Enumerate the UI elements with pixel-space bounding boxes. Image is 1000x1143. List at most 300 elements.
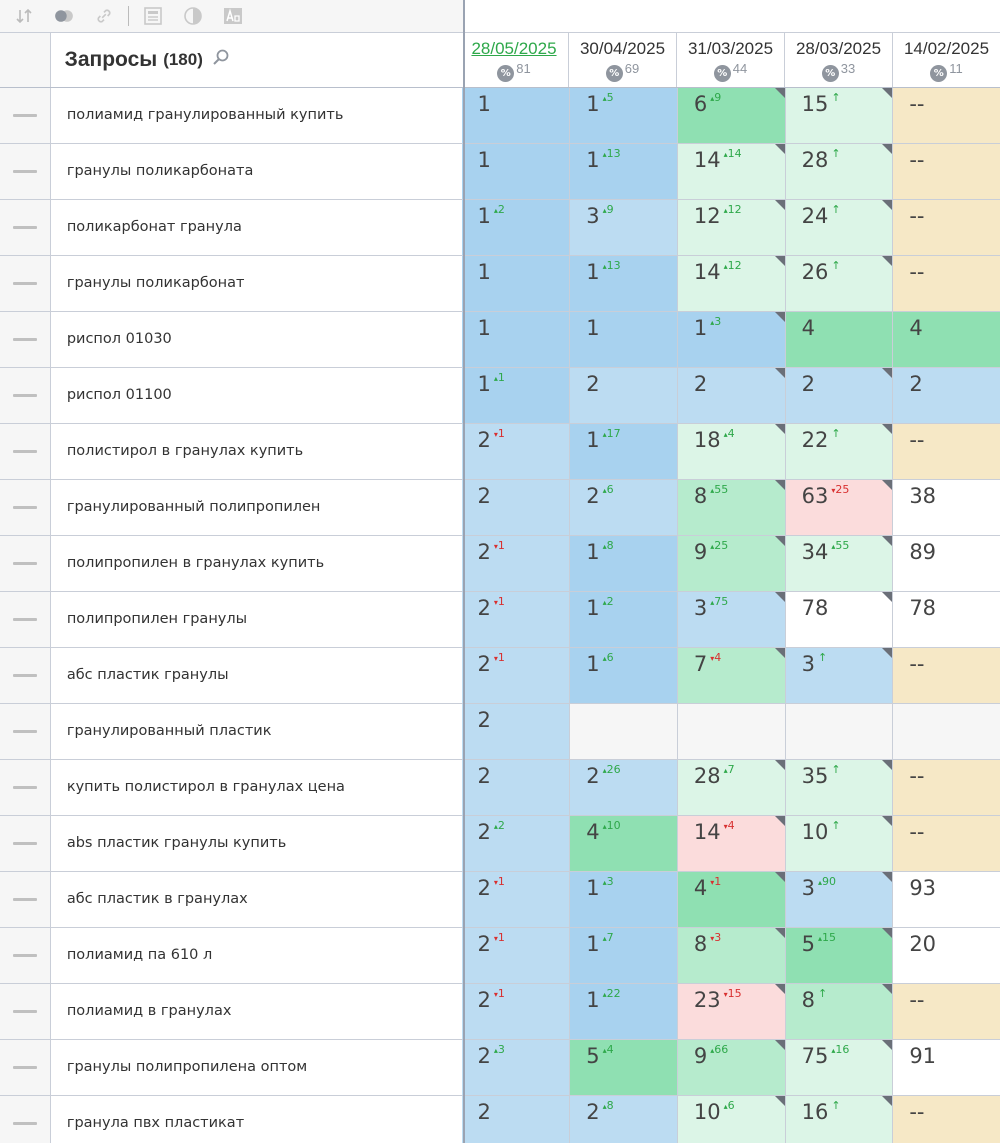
position-change-up (818, 931, 836, 944)
query-text: риспол 01100 (66, 387, 172, 403)
position-cell[interactable] (677, 648, 785, 703)
position-cell[interactable] (462, 648, 570, 703)
query-text: абс пластик гранулы (66, 667, 229, 683)
change-value: 3 (497, 1043, 505, 1056)
drag-handle[interactable] (0, 648, 51, 703)
position-value: 35 (801, 764, 829, 788)
corner-marker-icon (775, 312, 785, 322)
position-cell[interactable] (569, 816, 677, 871)
query-cell[interactable] (51, 984, 462, 1039)
position-cell[interactable] (677, 368, 785, 423)
position-change-up (818, 651, 827, 664)
query-cell[interactable] (51, 872, 462, 927)
query-cell[interactable] (51, 1040, 462, 1095)
position-cell[interactable] (677, 704, 785, 759)
position-cell[interactable] (677, 480, 785, 535)
position-cell[interactable] (785, 1040, 893, 1095)
arrow-down-icon: ▾ (493, 542, 498, 551)
position-cell[interactable] (677, 88, 785, 143)
change-value: 5 (606, 91, 614, 104)
drag-handle[interactable] (0, 984, 51, 1039)
position-cell[interactable] (462, 256, 570, 311)
position-change-up (831, 427, 840, 440)
position-value: 9 (693, 540, 708, 564)
position-cell[interactable] (892, 1096, 1000, 1143)
drag-handle[interactable] (0, 480, 51, 535)
position-value: 2 (477, 932, 491, 956)
drag-handle[interactable] (0, 816, 51, 871)
drag-handle[interactable] (0, 536, 51, 591)
position-cell[interactable] (785, 984, 893, 1039)
header-handle-cell (0, 33, 51, 87)
query-cell[interactable] (51, 88, 462, 143)
drag-handle[interactable] (0, 1096, 51, 1143)
position-cell[interactable] (892, 872, 1000, 927)
query-cell[interactable] (51, 1096, 462, 1143)
position-cell[interactable] (462, 144, 570, 199)
position-value: 1 (586, 876, 600, 900)
position-cell[interactable] (892, 760, 1000, 815)
position-change-up (603, 931, 614, 944)
table-row (0, 88, 1000, 144)
position-cell[interactable] (569, 88, 677, 143)
change-value: 6 (606, 651, 614, 664)
position-cell[interactable] (462, 928, 570, 983)
corner-marker-icon (882, 424, 892, 434)
drag-handle-icon (13, 618, 37, 621)
position-cell[interactable] (677, 424, 785, 479)
position-cell[interactable] (785, 144, 893, 199)
drag-handle[interactable] (0, 256, 51, 311)
position-cell[interactable] (569, 480, 677, 535)
change-value: 1 (497, 931, 505, 944)
change-value: ↑ (831, 259, 841, 272)
change-value: 3 (606, 875, 614, 888)
position-cell[interactable] (785, 536, 893, 591)
position-cell[interactable] (462, 480, 570, 535)
arrow-up-icon: ▴ (817, 878, 822, 887)
arrow-up-icon: ▴ (493, 374, 498, 383)
arrow-up-icon: ▴ (602, 990, 607, 999)
position-change-up (710, 595, 728, 608)
arrow-up-icon: ▴ (602, 654, 607, 663)
position-value: 38 (909, 484, 937, 508)
query-cell[interactable] (51, 928, 462, 983)
position-cell[interactable] (569, 368, 677, 423)
position-change-up (831, 539, 849, 552)
arrow-up-icon: ▴ (602, 94, 607, 103)
corner-marker-icon (775, 1040, 785, 1050)
position-cell[interactable] (785, 88, 893, 143)
position-cell[interactable] (892, 928, 1000, 983)
drag-handle-icon (13, 1122, 37, 1125)
position-cell[interactable] (569, 144, 677, 199)
date-label[interactable]: 14/02/2025 (903, 38, 990, 58)
arrow-down-icon: ▾ (493, 934, 498, 943)
position-cell[interactable] (785, 928, 893, 983)
date-column-header[interactable] (784, 33, 892, 87)
position-change-up (494, 819, 505, 832)
query-cell[interactable] (51, 760, 462, 815)
position-change-up (710, 315, 721, 328)
change-value: 15 (822, 931, 836, 944)
position-value: 6 (693, 92, 708, 116)
query-cell[interactable] (51, 704, 462, 759)
position-value: 3 (801, 876, 815, 900)
position-change-up (724, 1099, 735, 1112)
position-cell[interactable] (892, 984, 1000, 1039)
change-value: 7 (727, 763, 735, 776)
table-row (0, 704, 1000, 760)
position-change-up (603, 483, 614, 496)
query-text: полиамид гранулированный купить (66, 107, 344, 123)
drag-handle[interactable] (0, 88, 51, 143)
position-cell[interactable] (785, 592, 893, 647)
position-cell[interactable] (569, 312, 677, 367)
position-value: 2 (477, 1100, 491, 1124)
query-text: гранулы поликарбонат (66, 275, 245, 291)
position-cell[interactable] (785, 200, 893, 255)
arrow-down-icon: ▾ (493, 878, 498, 887)
position-cell[interactable] (462, 760, 570, 815)
position-cell[interactable] (892, 592, 1000, 647)
position-change-down (494, 595, 505, 608)
table-row (0, 536, 1000, 592)
change-value: ↑ (817, 987, 828, 1000)
change-value: 4 (727, 427, 735, 440)
position-cell[interactable] (892, 312, 1000, 367)
drag-handle[interactable] (0, 704, 51, 759)
change-value: 4 (606, 1043, 614, 1056)
corner-marker-icon (775, 592, 785, 602)
corner-marker-icon (775, 1096, 785, 1106)
position-value: 2 (693, 372, 708, 396)
corner-marker-icon (775, 928, 785, 938)
position-change-up (494, 371, 505, 384)
query-text: купить полистирол в гранулах цена (66, 779, 345, 795)
position-cell[interactable] (677, 928, 785, 983)
query-cell[interactable] (51, 144, 462, 199)
position-cell[interactable] (462, 1040, 570, 1095)
position-cell[interactable] (677, 536, 785, 591)
position-cell[interactable] (569, 256, 677, 311)
position-cell[interactable] (785, 1096, 893, 1143)
position-change-up (603, 147, 621, 160)
position-value: 23 (693, 988, 721, 1012)
position-value: 12 (693, 204, 721, 228)
position-cell[interactable] (677, 872, 785, 927)
position-cell[interactable] (785, 872, 893, 927)
position-cell[interactable] (785, 816, 893, 871)
position-cell[interactable] (892, 200, 1000, 255)
position-cell[interactable] (462, 872, 570, 927)
drag-handle[interactable] (0, 1040, 51, 1095)
position-cell[interactable] (569, 424, 677, 479)
query-cell[interactable] (51, 256, 462, 311)
position-value: 1 (586, 316, 600, 340)
position-cell[interactable] (462, 1096, 570, 1143)
change-value: 25 (714, 539, 729, 552)
arrow-up-icon: ▴ (710, 1046, 715, 1055)
percent-value: 81 (516, 60, 531, 76)
arrow-up-icon: ▴ (602, 486, 607, 495)
drag-handle-icon (13, 170, 37, 173)
position-cell[interactable] (785, 368, 893, 423)
position-value: -- (909, 764, 925, 788)
position-change-up (603, 875, 614, 888)
queries-header (51, 33, 460, 87)
corner-marker-icon (775, 760, 785, 770)
drag-handle[interactable] (0, 424, 51, 479)
change-value: 1 (714, 875, 722, 888)
query-cell[interactable] (51, 648, 462, 703)
position-value: 1 (693, 316, 708, 340)
position-cell[interactable] (677, 312, 785, 367)
position-value: 1 (477, 372, 491, 396)
drag-handle[interactable] (0, 200, 51, 255)
position-cell[interactable] (892, 256, 1000, 311)
drag-handle-icon (13, 282, 37, 285)
table-row (0, 648, 1000, 704)
change-value: 6 (727, 1099, 735, 1112)
query-cell[interactable] (51, 368, 462, 423)
query-text: гранула пвх пластикат (66, 1115, 245, 1131)
position-cell[interactable] (569, 704, 677, 759)
position-cell[interactable] (677, 816, 785, 871)
date-label[interactable]: 30/04/2025 (579, 38, 666, 58)
position-cell[interactable] (892, 368, 1000, 423)
query-cell[interactable] (51, 816, 462, 871)
position-value: 1 (477, 92, 491, 116)
position-change-up (603, 203, 614, 216)
position-cell[interactable] (569, 760, 677, 815)
position-cell[interactable] (462, 312, 570, 367)
table-view-icon[interactable] (143, 6, 163, 26)
position-cell[interactable] (892, 144, 1000, 199)
change-value: ↑ (831, 147, 841, 160)
change-value: 4 (727, 819, 735, 832)
position-value: 14 (693, 148, 721, 172)
arrow-up-icon: ▴ (723, 206, 728, 215)
change-value: 17 (606, 427, 621, 440)
drag-handle-icon (13, 338, 37, 341)
change-value: 2 (497, 819, 505, 832)
table-row (0, 872, 1000, 928)
position-value: 78 (801, 596, 829, 620)
position-value: 1 (477, 148, 491, 172)
position-value: -- (909, 92, 925, 116)
position-cell[interactable] (892, 816, 1000, 871)
query-cell[interactable] (51, 536, 462, 591)
arrow-up-icon: ▴ (602, 1046, 607, 1055)
position-value: 2 (586, 484, 600, 508)
position-cell[interactable] (462, 704, 570, 759)
position-cell[interactable] (785, 480, 893, 535)
position-cell[interactable] (677, 144, 785, 199)
position-cell[interactable] (785, 704, 893, 759)
query-cell[interactable] (51, 424, 462, 479)
drag-handle[interactable] (0, 368, 51, 423)
position-cell[interactable] (785, 648, 893, 703)
position-cell[interactable] (892, 648, 1000, 703)
position-cell[interactable] (677, 200, 785, 255)
position-change-up (603, 763, 621, 776)
arrow-up-icon: ▴ (723, 430, 728, 439)
position-cell[interactable] (677, 1096, 785, 1143)
contrast-icon[interactable] (183, 6, 203, 26)
position-cell[interactable] (569, 928, 677, 983)
corner-marker-icon (882, 480, 892, 490)
arrow-down-icon: ▾ (831, 486, 836, 495)
toolbar-right-area (464, 0, 1000, 32)
date-label[interactable]: 31/03/2025 (687, 38, 774, 58)
query-cell[interactable] (51, 200, 462, 255)
position-value: 14 (693, 820, 721, 844)
change-value: ↑ (831, 1099, 841, 1112)
position-cell[interactable] (892, 480, 1000, 535)
position-cell[interactable] (569, 200, 677, 255)
corner-marker-icon (882, 928, 892, 938)
position-cell[interactable] (892, 536, 1000, 591)
position-change-up (724, 147, 742, 160)
position-cell[interactable] (462, 984, 570, 1039)
position-change-up (818, 875, 836, 888)
position-cell[interactable] (569, 1096, 677, 1143)
corner-marker-icon (775, 648, 785, 658)
position-cell[interactable] (892, 424, 1000, 479)
position-cell[interactable] (892, 704, 1000, 759)
table-row (0, 816, 1000, 872)
change-value: 1 (497, 371, 505, 384)
position-cell[interactable] (569, 536, 677, 591)
arrow-up-icon: ▴ (493, 822, 498, 831)
drag-handle[interactable] (0, 872, 51, 927)
queries-table-body (0, 88, 1000, 1143)
position-cell[interactable] (785, 312, 893, 367)
position-cell[interactable] (462, 200, 570, 255)
date-column-header[interactable] (892, 33, 1000, 87)
query-cell[interactable] (51, 480, 462, 535)
table-row (0, 1096, 1000, 1143)
date-column-header[interactable] (568, 33, 676, 87)
position-cell[interactable] (569, 1040, 677, 1095)
position-cell[interactable] (462, 88, 570, 143)
position-value: 28 (693, 764, 721, 788)
position-change-down (494, 651, 505, 664)
position-change-up (724, 203, 742, 216)
change-value: 25 (835, 483, 850, 496)
change-value: 13 (606, 147, 621, 160)
search-icon[interactable] (211, 48, 231, 68)
position-value: 10 (801, 820, 829, 844)
date-column-header[interactable] (460, 33, 568, 87)
position-cell[interactable] (785, 424, 893, 479)
percent-icon: % (930, 65, 947, 82)
position-cell[interactable] (462, 424, 570, 479)
link-icon[interactable] (94, 6, 114, 26)
position-value: 1 (477, 316, 491, 340)
position-cell[interactable] (462, 536, 570, 591)
position-value: 1 (586, 988, 600, 1012)
percent-value: 69 (624, 60, 640, 76)
position-value: 2 (477, 876, 491, 900)
table-row (0, 480, 1000, 536)
arrow-up-icon: ▴ (602, 262, 607, 271)
position-cell[interactable] (677, 984, 785, 1039)
date-column-header[interactable] (676, 33, 784, 87)
corner-marker-icon (882, 648, 892, 658)
text-format-icon[interactable] (223, 6, 243, 26)
position-value: 1 (586, 652, 600, 676)
position-value: -- (909, 1100, 925, 1124)
date-label[interactable]: 28/03/2025 (795, 38, 882, 58)
position-cell[interactable] (677, 760, 785, 815)
position-cell[interactable] (462, 592, 570, 647)
position-cell[interactable] (569, 984, 677, 1039)
position-cell[interactable] (462, 816, 570, 871)
position-change-up (603, 987, 621, 1000)
position-cell[interactable] (677, 592, 785, 647)
position-value: 2 (477, 1044, 491, 1068)
drag-handle[interactable] (0, 592, 51, 647)
query-cell[interactable] (51, 592, 462, 647)
drag-handle[interactable] (0, 928, 51, 983)
drag-handle-icon (13, 730, 37, 733)
position-cell[interactable] (462, 368, 570, 423)
date-label[interactable]: 28/05/2025 (471, 38, 557, 58)
position-cell[interactable] (677, 256, 785, 311)
change-value: 15 (727, 987, 742, 1000)
position-value: 28 (801, 148, 829, 172)
drag-handle[interactable] (0, 144, 51, 199)
position-cell[interactable] (892, 1040, 1000, 1095)
query-cell[interactable] (51, 312, 462, 367)
position-cell[interactable] (892, 88, 1000, 143)
frozen-column-divider (463, 0, 465, 1143)
toggle-circles-icon[interactable] (54, 6, 74, 26)
position-value: -- (909, 428, 925, 452)
position-value: 24 (801, 204, 829, 228)
position-value: 10 (693, 1100, 721, 1124)
position-change-up (710, 91, 721, 104)
position-cell[interactable] (569, 872, 677, 927)
percent-value: 33 (840, 60, 856, 76)
position-value: 4 (586, 820, 600, 844)
position-value: 2 (586, 1100, 600, 1124)
position-value: 2 (586, 764, 600, 788)
position-cell[interactable] (677, 1040, 785, 1095)
arrow-down-icon: ▾ (493, 598, 498, 607)
arrow-up-icon: ▴ (602, 542, 607, 551)
position-cell[interactable] (569, 592, 677, 647)
position-change-up (831, 259, 840, 272)
arrow-up-icon: ▴ (723, 262, 728, 271)
change-value: 1 (497, 651, 505, 664)
drag-handle[interactable] (0, 312, 51, 367)
position-cell[interactable] (785, 760, 893, 815)
corner-marker-icon (775, 144, 785, 154)
drag-handle[interactable] (0, 760, 51, 815)
position-cell[interactable] (785, 256, 893, 311)
sort-arrows-icon[interactable] (14, 6, 34, 26)
corner-marker-icon (775, 368, 785, 378)
query-text: гранулы поликарбоната (66, 163, 254, 179)
change-value: ↑ (831, 91, 841, 104)
position-change-up (710, 1043, 728, 1056)
position-value: 34 (801, 540, 829, 564)
table-row (0, 368, 1000, 424)
position-cell[interactable] (569, 648, 677, 703)
